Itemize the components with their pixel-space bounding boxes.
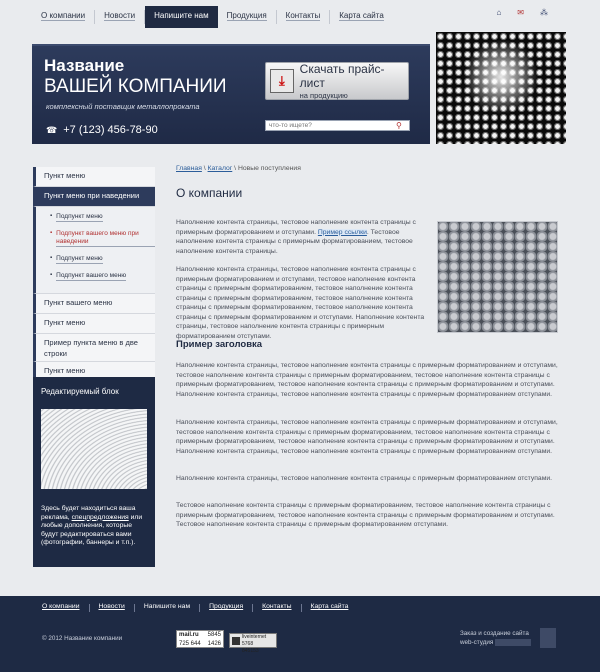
steel-rods-image [437, 221, 558, 333]
top-nav [32, 6, 393, 28]
footer-link-about[interactable]: О компании [42, 603, 80, 610]
studio-logo[interactable] [540, 628, 556, 648]
liveinternet-logo-icon [232, 637, 240, 645]
topnav-item-about[interactable]: О компании [41, 11, 86, 20]
bullet-icon: ▪ [50, 255, 53, 261]
section-heading: Пример заголовка [176, 339, 263, 350]
liveinternet-counter[interactable]: liveinternet 5768 845153 [229, 633, 277, 648]
editable-block [33, 377, 155, 567]
bullet-icon: ▪ [50, 272, 53, 278]
sidebar-item[interactable]: Пункт меню [33, 167, 155, 187]
breadcrumb [176, 165, 301, 172]
editable-block-text: Здесь будет находиться ваша реклама, спецпредложения или любые дополнения, которые будут редактироваться вами (фотографии, баннеры и т.п.). [41, 505, 143, 546]
download-icon: ⤓ [270, 69, 294, 93]
sitemap-icon[interactable]: ⁂ [540, 8, 548, 17]
page-title: О компании [176, 186, 243, 200]
breadcrumb-separator: \ [203, 165, 206, 172]
footer-link-news[interactable]: Новости [98, 603, 125, 610]
topnav-item-contacts[interactable]: Контакты [285, 11, 321, 20]
footer-link-contacts[interactable]: Контакты [262, 603, 292, 610]
breadcrumb-home[interactable]: Главная [176, 165, 202, 172]
wire-coil-image [41, 409, 147, 489]
studio-name-blurred[interactable] [495, 639, 531, 646]
topnav-item-products[interactable]: Продукция [226, 11, 267, 20]
bolts-image [436, 32, 566, 144]
topnav-item-news[interactable]: Новости [104, 11, 136, 20]
sidebar-submenu [33, 207, 155, 294]
breadcrumb-current: Новые поступления [237, 165, 301, 172]
submenu-item-hover[interactable]: ▪ Подпункт вашего меню при наведении [50, 230, 155, 247]
studio-credit: Заказ и создание сайта web-студия [460, 630, 531, 647]
company-name-line2[interactable]: ВАШЕЙ КОМПАНИИ [44, 76, 227, 97]
phone-icon: ☎ [46, 124, 58, 135]
sample-link[interactable]: Пример ссылки [317, 228, 367, 236]
download-subtitle: на продукцию [299, 91, 348, 100]
submenu-item[interactable]: ▪ Подпункт меню [50, 255, 103, 262]
submenu-item[interactable]: ▪ Подпункт вашего меню [50, 272, 127, 279]
topnav-item-write-us[interactable]: Напишите нам [145, 6, 218, 28]
footer-link-write-us[interactable]: Напишите нам [143, 603, 191, 610]
bullet-icon: ▪ [50, 213, 53, 219]
paragraph-2: Наполнение контента страницы, тестовое наполнение контента страницы с примерным форматированием и отступами, тестовое наполнение контента страницы с примерным форматированием, тестовое наполнение контента страницы с примерным форматированием, тестовое наполнение контента страницы с примерным форматированием, тестовое наполнение контента страницы с примерным форматированием и отступами. Наполнение контента страницы, тестовое наполнение контента страницы с примерным форматированием отступами. [176, 266, 425, 340]
special-offers-link[interactable]: спецпредложения [71, 513, 129, 521]
search-box [265, 120, 410, 131]
phone [46, 124, 158, 136]
paragraph-6: Тестовое наполнение контента страницы с примерным форматированием, тестовое наполнение контента страницы с примерным форматированием, тестовое наполнение контента страницы с примерным форматированием и отступами. Тестовое наполнение контента страницы с примерным форматированием отступами. [176, 502, 555, 528]
sidebar-menu [33, 167, 155, 382]
paragraph-3: Наполнение контента страницы, тестовое наполнение контента страницы с примерным форматированием и отступами, тестовое наполнение контента страницы с примерным форматированием, тестовое наполнение контента страницы с примерным форматированием, тестовое наполнение контента страницы с примерным форматированием и отступами. Наполнение контента страницы, тестовое наполнение контента страницы с примерным форматированием отступами. [176, 362, 558, 398]
footer-nav [33, 603, 357, 612]
home-icon[interactable]: ⌂ [496, 8, 502, 17]
top-icons [496, 8, 548, 17]
phone-number: +7 (123) 456-78-90 [63, 124, 158, 136]
download-price-button[interactable] [265, 62, 409, 100]
breadcrumb-separator: \ [234, 165, 237, 172]
sidebar-item[interactable]: Пункт вашего меню [33, 294, 155, 314]
company-tagline: комплексный поставщик металлопроката [46, 102, 200, 111]
breadcrumb-catalog[interactable]: Каталог [207, 165, 233, 172]
paragraph-4: Наполнение контента страницы, тестовое наполнение контента страницы с примерным форматированием и отступами, тестовое наполнение контента страницы с примерным форматированием, тестовое наполнение контента страницы с примерным форматированием, тестовое наполнение контента страницы с примерным форматированием и отступами. Наполнение контента страницы, тестовое наполнение контента страницы с примерным форматированием отступами. [176, 419, 558, 455]
mail-icon[interactable]: ✉ [517, 8, 524, 17]
mailru-counter[interactable]: mail.ru 725 644 5845 1426 [176, 630, 224, 648]
search-input[interactable] [266, 122, 396, 129]
header-banner [32, 44, 430, 144]
copyright: © 2012 Название компании [42, 635, 123, 642]
search-icon[interactable]: ⚲ [396, 121, 402, 130]
paragraph-5: Наполнение контента страницы, тестовое наполнение контента страницы с примерным форматированием отступами. [176, 475, 553, 482]
footer-link-products[interactable]: Продукция [209, 603, 244, 610]
sidebar-item-hover[interactable]: Пункт меню при наведении [33, 187, 155, 207]
download-title: Скачать прайс-лист [299, 62, 385, 90]
paragraph-1: Наполнение контента страницы, тестовое наполнение контента страницы с примерным форматированием и отступами. Пример ссылки. Тестовое наполнение контента страницы с примерным форматированием, тестовое наполнение контента страницы. [176, 219, 416, 255]
submenu-item[interactable]: ▪ Подпункт меню [50, 213, 103, 220]
editable-block-title: Редактируемый блок [41, 387, 119, 396]
sidebar-item[interactable]: Пункт меню [33, 314, 155, 334]
topnav-item-sitemap[interactable]: Карта сайта [339, 11, 384, 20]
footer-link-sitemap[interactable]: Карта сайта [310, 603, 349, 610]
bullet-icon: ▪ [50, 230, 53, 236]
sidebar-item[interactable]: Пункт меню [33, 362, 155, 382]
sidebar-item-two-lines[interactable]: Пример пункта меню в две строки [33, 334, 155, 362]
company-name-line1[interactable]: Название [44, 56, 125, 75]
